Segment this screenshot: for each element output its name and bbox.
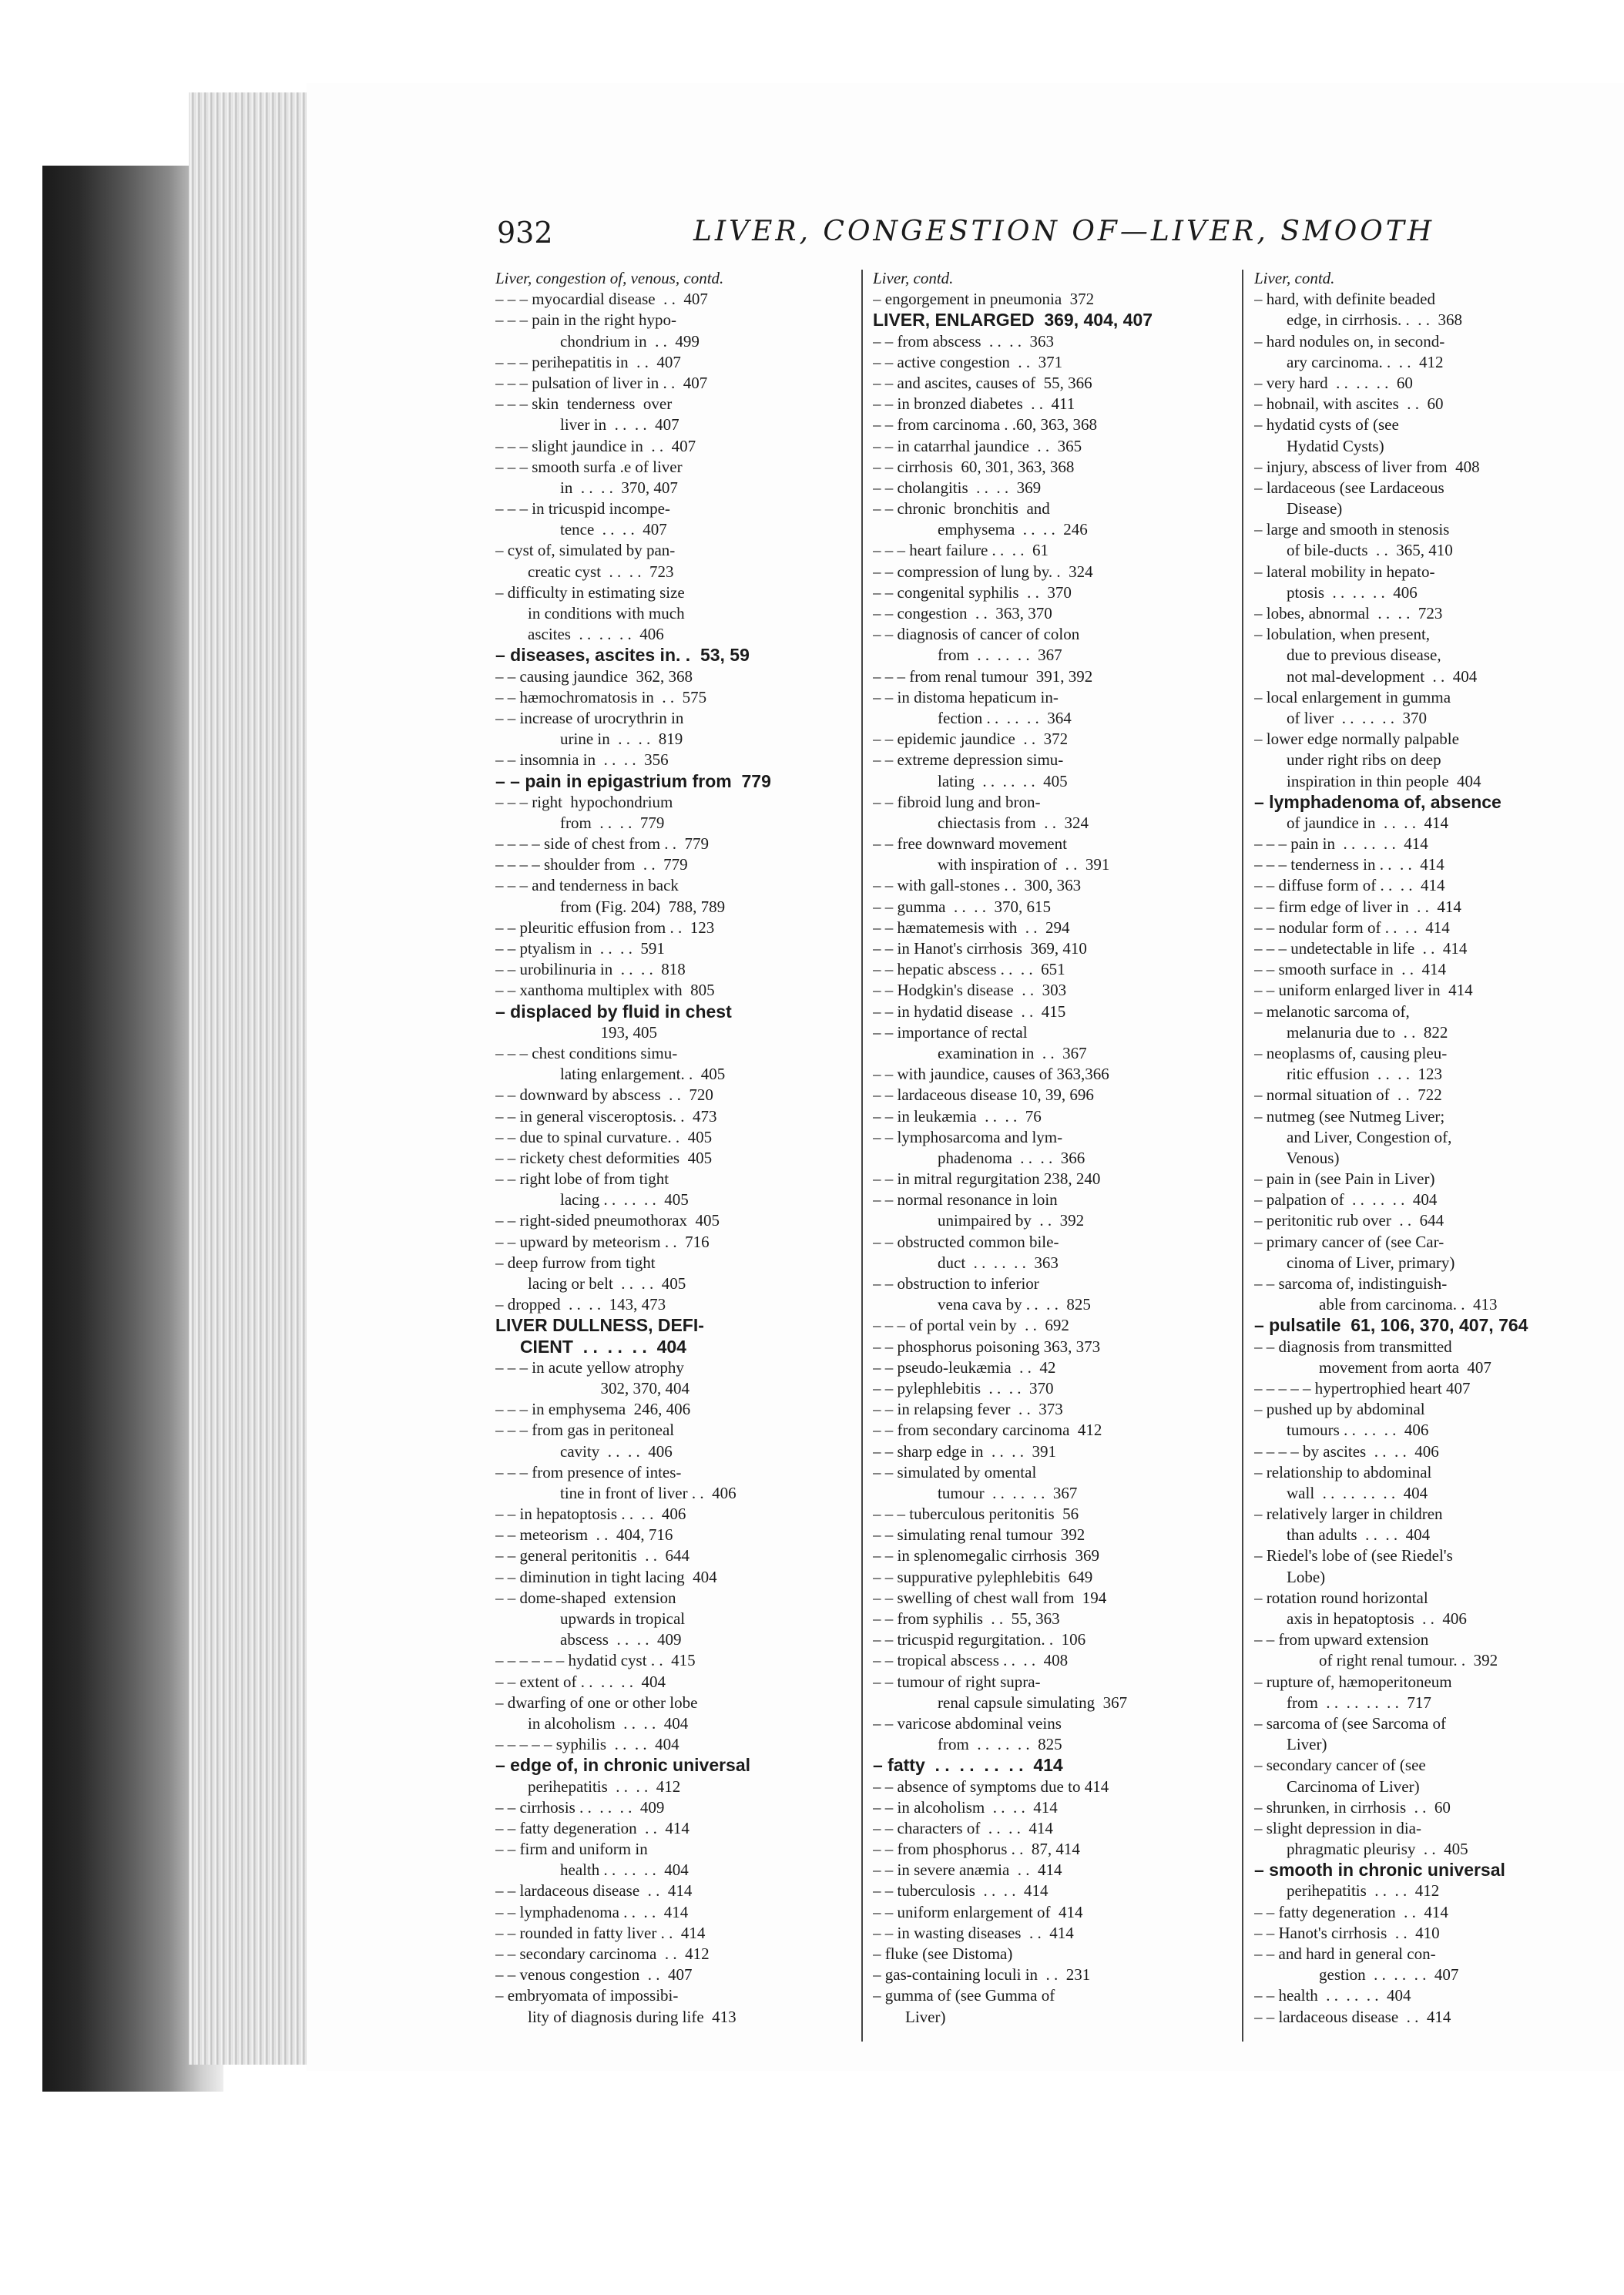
index-entry: lating enlargement. . 405	[495, 1065, 726, 1084]
index-entry: Disease)	[1254, 499, 1343, 518]
index-entry: unimpaired by . . 392	[873, 1211, 1085, 1230]
index-entry: – – in splenomegalic cirrhosis 369	[873, 1546, 1099, 1565]
index-entry: – – – from presence of intes-	[495, 1462, 682, 1481]
index-entry: – difficulty in estimating size	[495, 582, 685, 602]
index-entry: – – health . . . . . . 404	[1254, 1986, 1411, 2005]
index-entry: – – increase of urocrythrin in	[495, 708, 684, 727]
index-entry: – – – of portal vein by . . 692	[873, 1316, 1069, 1335]
index-entry: – – rounded in fatty liver . . 414	[495, 1923, 706, 1942]
index-entry: – – – – – hypertrophied heart 407	[1254, 1378, 1471, 1397]
index-entry: – hard, with definite beaded	[1254, 290, 1435, 309]
index-entry: – lobulation, when present,	[1254, 625, 1431, 644]
index-entry: in alcoholism . . . . 404	[495, 1713, 689, 1733]
index-entry: Carcinoma of Liver)	[1254, 1777, 1420, 1796]
index-entry: Venous)	[1254, 1148, 1340, 1167]
index-entry: – – importance of rectal	[873, 1022, 1028, 1042]
index-entry: – – pain in epigastrium from 779	[495, 770, 771, 791]
index-entry: – – gumma . . . . 370, 615	[873, 897, 1051, 916]
index-entry: under right ribs on deep	[1254, 750, 1441, 770]
index-entry: liver in . . . . 407	[495, 415, 679, 435]
index-entry: – – simulated by omental	[873, 1462, 1037, 1481]
index-entry: – – urobilinuria in . . . . 818	[495, 960, 686, 979]
index-entry: – – firm and uniform in	[495, 1840, 648, 1859]
index-entry: 193, 405	[495, 1022, 657, 1042]
index-entry: – dropped . . . . 143, 473	[495, 1295, 666, 1314]
index-entry: – – lardaceous disease . . 414	[1254, 2007, 1451, 2026]
index-entry: perihepatitis . . . . 412	[1254, 1881, 1440, 1901]
index-entry: with inspiration of . . 391	[873, 855, 1110, 874]
index-entry: and Liver, Congestion of,	[1254, 1127, 1452, 1146]
index-entry: from . . . . 779	[495, 813, 665, 832]
index-entry: – – from secondary carcinoma 412	[873, 1421, 1102, 1440]
index-entry: – – – – by ascites . . . . 406	[1254, 1441, 1439, 1461]
page-title: LIVER, CONGESTION OF—LIVER, SMOOTH	[693, 216, 1435, 247]
index-entry: in . . . . 370, 407	[495, 478, 678, 497]
index-entry: examination in . . 367	[873, 1043, 1087, 1062]
index-entry: LIVER DULLNESS, DEFI-	[495, 1315, 704, 1336]
index-entry: – – tuberculosis . . . . 414	[873, 1881, 1049, 1901]
index-entry: – – and hard in general con-	[1254, 1944, 1436, 1963]
index-entry: ritic effusion . . . . 123	[1254, 1065, 1443, 1084]
page-edges	[189, 92, 312, 2065]
index-entry: lacing or belt . . . . 405	[495, 1274, 686, 1293]
index-entry: Liver)	[1254, 1735, 1327, 1754]
index-entry: – – rickety chest deformities 405	[495, 1148, 713, 1167]
index-entry: of right renal tumour. . 392	[1254, 1651, 1498, 1670]
index-entry: cinoma of Liver, primary)	[1254, 1253, 1455, 1272]
index-entry: – – in relapsing fever . . 373	[873, 1400, 1063, 1419]
index-entry: – – diffuse form of . . . . 414	[1254, 876, 1445, 895]
index-entry: – – in hydatid disease . . 415	[873, 1002, 1066, 1021]
index-entry: axis in hepatoptosis . . 406	[1254, 1609, 1467, 1628]
index-entry: not mal-development . . 404	[1254, 666, 1478, 686]
index-entry: – – in hepatoptosis . . . . 406	[495, 1505, 686, 1524]
index-entry: Hydatid Cysts)	[1254, 436, 1384, 455]
index-entry: from . . . . . . 825	[873, 1735, 1062, 1754]
index-entry: lating . . . . . . 405	[873, 771, 1068, 790]
index-entry: – – with jaundice, causes of 363,366	[873, 1065, 1109, 1084]
index-entry: – – – myocardial disease . . 407	[495, 290, 708, 309]
index-entry: CIENT . . . . . . 404	[495, 1336, 686, 1357]
index-entry: due to previous disease,	[1254, 646, 1441, 665]
index-entry: tine in front of liver . . 406	[495, 1483, 737, 1502]
index-entry: from . . . . . . 367	[873, 646, 1062, 665]
index-entry: – – – tuberculous peritonitis 56	[873, 1505, 1079, 1524]
index-entry: – nutmeg (see Nutmeg Liver;	[1254, 1106, 1445, 1126]
index-entry: – gas-containing loculi in . . 231	[873, 1965, 1091, 1985]
index-entry: – – nodular form of . . . . 414	[1254, 918, 1450, 937]
index-entry: – – obstructed common bile-	[873, 1232, 1059, 1251]
index-entry: – – pseudo-leukæmia . . 42	[873, 1357, 1056, 1377]
index-entry: – – in mitral regurgitation 238, 240	[873, 1169, 1101, 1189]
index-entry: – – in Hanot's cirrhosis 369, 410	[873, 939, 1087, 958]
index-entry: – – – from renal tumour 391, 392	[873, 666, 1093, 686]
index-column-2	[873, 268, 1204, 2028]
index-entry: – – secondary carcinoma . . 412	[495, 1944, 710, 1963]
index-entry: – – chronic bronchitis and	[873, 499, 1050, 518]
index-entry: – pulsatile 61, 106, 370, 407, 764	[1254, 1315, 1528, 1336]
index-entry: – – in leukæmia . . . . 76	[873, 1106, 1042, 1126]
index-entry: – – – – shoulder from . . 779	[495, 855, 688, 874]
column-rule	[861, 270, 863, 2042]
index-entry: – – active congestion . . 371	[873, 352, 1063, 371]
index-entry: gestion . . . . . . 407	[1254, 1965, 1459, 1985]
index-entry: tence . . . . 407	[495, 520, 667, 539]
index-entry: – relationship to abdominal	[1254, 1462, 1432, 1481]
index-entry: – fatty . . . . . . . . 414	[873, 1755, 1063, 1776]
index-entry: – – – tenderness in . . . . 414	[1254, 855, 1444, 874]
index-entry: – – uniform enlarged liver in 414	[1254, 981, 1473, 1000]
index-entry: – – – – – syphilis . . . . 404	[495, 1735, 679, 1754]
index-entry: – injury, abscess of liver from 408	[1254, 457, 1480, 476]
index-entry: – deep furrow from tight	[495, 1253, 656, 1272]
index-entry: – embryomata of impossibi-	[495, 1986, 679, 2005]
index-entry: phragmatic pleurisy . . 405	[1254, 1840, 1468, 1859]
index-entry: – cyst of, simulated by pan-	[495, 541, 676, 560]
index-entry: – – free downward movement	[873, 834, 1067, 854]
index-entry: – edge of, in chronic universal	[495, 1755, 751, 1776]
index-entry: – slight depression in dia-	[1254, 1818, 1421, 1837]
index-entry: – pushed up by abdominal	[1254, 1400, 1425, 1419]
index-entry: – – fibroid lung and bron-	[873, 792, 1041, 811]
index-entry: of bile-ducts . . 365, 410	[1254, 541, 1453, 560]
index-entry: in conditions with much	[495, 604, 685, 622]
index-entry: from (Fig. 204) 788, 789	[495, 897, 726, 916]
index-entry: – diseases, ascites in. . 53, 59	[495, 645, 750, 666]
index-column-1	[495, 268, 819, 2028]
index-entry: – – varicose abdominal veins	[873, 1713, 1062, 1733]
index-entry: – primary cancer of (see Car-	[1254, 1232, 1444, 1251]
index-entry: – – – and tenderness in back	[495, 876, 679, 895]
index-entry: – gumma of (see Gumma of	[873, 1986, 1055, 2005]
index-entry: – – – – side of chest from . . 779	[495, 834, 710, 854]
index-entry: – – upward by meteorism . . 716	[495, 1232, 710, 1251]
index-entry: – – in wasting diseases . . 414	[873, 1923, 1074, 1942]
index-entry: – – from abscess . . . . 363	[873, 331, 1055, 351]
index-entry: wall . . . . . . . . 404	[1254, 1483, 1428, 1502]
index-entry: – – general peritonitis . . 644	[495, 1546, 690, 1565]
index-entry: – melanotic sarcoma of,	[1254, 1002, 1410, 1021]
index-entry: – – – in emphysema 246, 406	[495, 1400, 691, 1419]
index-entry: – – venous congestion . . 407	[495, 1965, 693, 1985]
index-entry: melanuria due to . . 822	[1254, 1022, 1448, 1042]
index-entry: – – Hodgkin's disease . . 303	[873, 981, 1067, 1000]
index-entry: – – in bronzed diabetes . . 411	[873, 394, 1075, 414]
index-entry: – – simulating renal tumour 392	[873, 1525, 1085, 1545]
index-entry: – – meteorism . . 404, 716	[495, 1525, 673, 1545]
index-entry: vena cava by . . . . 825	[873, 1295, 1091, 1314]
index-entry: – – from carcinoma . .60, 363, 368	[873, 415, 1098, 435]
index-entry: – – from syphilis . . 55, 363	[873, 1609, 1060, 1628]
index-entry: ary carcinoma. . . . 412	[1254, 352, 1444, 371]
index-entry: movement from aorta 407	[1254, 1357, 1491, 1377]
index-entry: urine in . . . . 819	[495, 730, 683, 749]
index-entry: – – hæmatemesis with . . 294	[873, 918, 1070, 937]
index-entry: – – characters of . . . . 414	[873, 1818, 1053, 1837]
index-entry: – – tricuspid regurgitation. . 106	[873, 1630, 1086, 1649]
index-entry: – – uniform enlargement of 414	[873, 1902, 1083, 1921]
index-entry: – dwarfing of one or other lobe	[495, 1693, 698, 1712]
index-entry: – – fatty degeneration . . 414	[1254, 1902, 1448, 1921]
index-entry: health . . . . . . 404	[495, 1860, 689, 1880]
index-entry: – – – – – – hydatid cyst . . 415	[495, 1651, 696, 1670]
index-entry: from . . . . . . . . 717	[1254, 1693, 1431, 1712]
index-entry: – – swelling of chest wall from 194	[873, 1588, 1107, 1607]
index-entry: – – – heart failure . . . . 61	[873, 541, 1049, 560]
index-entry: emphysema . . . . 246	[873, 520, 1088, 539]
index-entry: – hard nodules on, in second-	[1254, 331, 1445, 351]
index-entry: – – – smooth surfa .e of liver	[495, 457, 683, 476]
index-entry: – – due to spinal curvature. . 405	[495, 1127, 713, 1146]
index-entry: of liver . . . . . . 370	[1254, 708, 1427, 727]
index-entry: – shrunken, in cirrhosis . . 60	[1254, 1797, 1451, 1817]
index-entry: chondrium in . . 499	[495, 331, 700, 351]
index-entry: – – from phosphorus . . 87, 414	[873, 1840, 1080, 1859]
index-entry: – – – pain in . . . . . . 414	[1254, 834, 1428, 854]
index-entry: – – sarcoma of, indistinguish-	[1254, 1274, 1448, 1293]
index-entry: – – smooth surface in . . 414	[1254, 960, 1447, 979]
index-entry: – – tumour of right supra-	[873, 1672, 1041, 1691]
index-entry: – – causing jaundice 362, 368	[495, 666, 693, 686]
index-entry: – rotation round horizontal	[1254, 1588, 1428, 1607]
index-entry: perihepatitis . . . . 412	[495, 1777, 681, 1796]
index-entry: upwards in tropical	[495, 1609, 686, 1628]
index-entry: – – firm edge of liver in . . 414	[1254, 897, 1461, 916]
index-entry: – – dome-shaped extension	[495, 1588, 676, 1607]
index-entry: 302, 370, 404	[495, 1378, 690, 1397]
index-entry: chiectasis from . . 324	[873, 813, 1089, 832]
index-entry: – palpation of . . . . . . 404	[1254, 1190, 1438, 1210]
index-entry: – – and ascites, causes of 55, 366	[873, 373, 1092, 392]
index-entry: – lobes, abnormal . . . . 723	[1254, 604, 1443, 622]
index-entry: – large and smooth in stenosis	[1254, 520, 1450, 539]
index-entry: – – congenital syphilis . . 370	[873, 582, 1072, 602]
index-entry: – – hepatic abscess . . . . 651	[873, 960, 1065, 979]
index-entry: – hobnail, with ascites . . 60	[1254, 394, 1444, 414]
index-entry: – lower edge normally palpable	[1254, 730, 1459, 749]
index-entry: – – congestion . . 363, 370	[873, 604, 1052, 622]
index-entry: – – extreme depression simu-	[873, 750, 1064, 770]
index-entry: – – extent of . . . . . . 404	[495, 1672, 666, 1691]
index-column-3	[1254, 268, 1609, 2028]
index-entry: – – epidemic jaundice . . 372	[873, 730, 1069, 749]
index-entry: renal capsule simulating 367	[873, 1693, 1128, 1712]
index-entry: – – – pulsation of liver in . . 407	[495, 373, 708, 392]
index-entry: – engorgement in pneumonia 372	[873, 290, 1095, 309]
index-entry: – – diagnosis of cancer of colon	[873, 625, 1080, 644]
index-entry: – Riedel's lobe of (see Riedel's	[1254, 1546, 1453, 1565]
index-entry: – – hæmochromatosis in . . 575	[495, 687, 707, 706]
index-entry: – – right lobe of from tight	[495, 1169, 669, 1189]
index-entry: – peritonitic rub over . . 644	[1254, 1211, 1444, 1230]
index-entry: – – – pain in the right hypo-	[495, 310, 677, 330]
index-entry: – – pylephlebitis . . . . 370	[873, 1378, 1054, 1397]
index-entry: tumour . . . . . . 367	[873, 1483, 1078, 1502]
index-entry: – – diminution in tight lacing 404	[495, 1567, 717, 1586]
index-entry: – – absence of symptoms due to 414	[873, 1777, 1109, 1796]
index-entry: – normal situation of . . 722	[1254, 1085, 1442, 1105]
index-entry: – – compression of lung by. . 324	[873, 562, 1093, 581]
index-entry: – – in distoma hepaticum in-	[873, 687, 1059, 706]
index-entry: – – – right hypochondrium	[495, 792, 673, 811]
index-entry: – displaced by fluid in chest	[495, 1001, 732, 1022]
index-entry: inspiration in thin people 404	[1254, 771, 1481, 790]
column-continuation-heading: Liver, contd.	[873, 269, 954, 287]
index-entry: – – ptyalism in . . . . 591	[495, 939, 665, 958]
index-entry: – – fatty degeneration . . 414	[495, 1818, 690, 1837]
index-entry: able from carcinoma. . 413	[1254, 1295, 1498, 1314]
index-entry: than adults . . . . 404	[1254, 1525, 1431, 1545]
index-entry: – – – skin tenderness over	[495, 394, 673, 414]
page-number: 932	[497, 216, 553, 250]
index-entry: – – cirrhosis . . . . . . 409	[495, 1797, 665, 1817]
index-entry: – lateral mobility in hepato-	[1254, 562, 1435, 581]
index-entry: – – cholangitis . . . . 369	[873, 478, 1042, 497]
index-entry: – relatively larger in children	[1254, 1505, 1443, 1524]
index-entry: – – – perihepatitis in . . 407	[495, 352, 681, 371]
index-entry: – sarcoma of (see Sarcoma of	[1254, 1713, 1446, 1733]
index-entry: – – lymphadenoma . . . . 414	[495, 1902, 689, 1921]
index-entry: abscess . . . . 409	[495, 1630, 682, 1649]
index-entry: – – right-sided pneumothorax 405	[495, 1211, 720, 1230]
index-entry: – – – undetectable in life . . 414	[1254, 939, 1468, 958]
index-entry: – – with gall-stones . . 300, 363	[873, 876, 1082, 895]
index-entry: edge, in cirrhosis. . . . 368	[1254, 310, 1463, 330]
index-entry: – – phosphorus poisoning 363, 373	[873, 1337, 1101, 1356]
index-entry: – – cirrhosis 60, 301, 363, 368	[873, 457, 1075, 476]
index-entry: – – insomnia in . . . . 356	[495, 750, 669, 770]
index-entry: duct . . . . . . 363	[873, 1253, 1059, 1272]
index-entry: – lymphadenoma of, absence	[1254, 791, 1502, 812]
index-entry: – – suppurative pylephlebitis 649	[873, 1567, 1093, 1586]
index-entry: – – from upward extension	[1254, 1630, 1429, 1649]
index-entry: – – tropical abscess . . . . 408	[873, 1651, 1069, 1670]
index-entry: fection . . . . . . 364	[873, 708, 1072, 727]
index-entry: lity of diagnosis during life 413	[495, 2007, 737, 2026]
index-entry: creatic cyst . . . . 723	[495, 562, 674, 581]
index-entry: – – in catarrhal jaundice . . 365	[873, 436, 1082, 455]
index-entry: tumours . . . . . . 406	[1254, 1421, 1429, 1440]
index-entry: – secondary cancer of (see	[1254, 1756, 1426, 1775]
index-entry: – – sharp edge in . . . . 391	[873, 1441, 1056, 1461]
index-entry: – rupture of, hæmoperitoneum	[1254, 1672, 1452, 1691]
index-entry: – local enlargement in gumma	[1254, 687, 1451, 706]
column-continuation-heading: Liver, contd.	[1254, 269, 1335, 287]
index-entry: – – – from gas in peritoneal	[495, 1421, 675, 1440]
index-entry: of jaundice in . . . . 414	[1254, 813, 1448, 832]
column-continuation-heading: Liver, congestion of, venous, contd.	[495, 269, 724, 287]
index-entry: – – diagnosis from transmitted	[1254, 1337, 1452, 1356]
index-entry: – – normal resonance in loin	[873, 1190, 1058, 1210]
index-entry: – – xanthoma multiplex with 805	[495, 981, 715, 1000]
column-rule	[1242, 270, 1243, 2042]
index-entry: lacing . . . . . . 405	[495, 1190, 689, 1210]
index-entry: Liver)	[873, 2007, 946, 2026]
index-entry: – hydatid cysts of (see	[1254, 415, 1399, 435]
index-entry: – smooth in chronic universal	[1254, 1860, 1505, 1881]
index-entry: – – – in acute yellow atrophy	[495, 1357, 684, 1377]
index-entry: cavity . . . . 406	[495, 1441, 673, 1461]
index-entry: – – in alcoholism . . . . 414	[873, 1797, 1058, 1817]
index-entry: – – obstruction to inferior	[873, 1274, 1039, 1293]
index-entry: – fluke (see Distoma)	[873, 1944, 1013, 1963]
index-entry: – – lardaceous disease . . 414	[495, 1881, 693, 1901]
index-entry: – – – slight jaundice in . . 407	[495, 436, 696, 455]
index-entry: – – in general visceroptosis. . 473	[495, 1106, 717, 1126]
index-entry: – pain in (see Pain in Liver)	[1254, 1169, 1435, 1189]
index-entry: – very hard . . . . . . 60	[1254, 373, 1413, 392]
index-entry: – – lymphosarcoma and lym-	[873, 1127, 1063, 1146]
index-entry: phadenoma . . . . 366	[873, 1148, 1085, 1167]
index-entry: – – pleuritic effusion from . . 123	[495, 918, 715, 937]
index-entry: Lobe)	[1254, 1567, 1326, 1586]
index-entry: ascites . . . . . . 406	[495, 625, 664, 644]
index-entry: – – in severe anæmia . . 414	[873, 1860, 1062, 1880]
index-entry: – – – in tricuspid incompe-	[495, 499, 670, 518]
index-entry: LIVER, ENLARGED 369, 404, 407	[873, 310, 1153, 330]
index-entry: – – lardaceous disease 10, 39, 696	[873, 1085, 1094, 1105]
index-entry: – neoplasms of, causing pleu-	[1254, 1043, 1448, 1062]
index-entry: ptosis . . . . . . 406	[1254, 582, 1418, 602]
index-entry: – – – chest conditions simu-	[495, 1043, 678, 1062]
index-entry: – lardaceous (see Lardaceous	[1254, 478, 1444, 497]
index-entry: – – Hanot's cirrhosis . . 410	[1254, 1923, 1440, 1942]
index-entry: – – downward by abscess . . 720	[495, 1085, 713, 1105]
